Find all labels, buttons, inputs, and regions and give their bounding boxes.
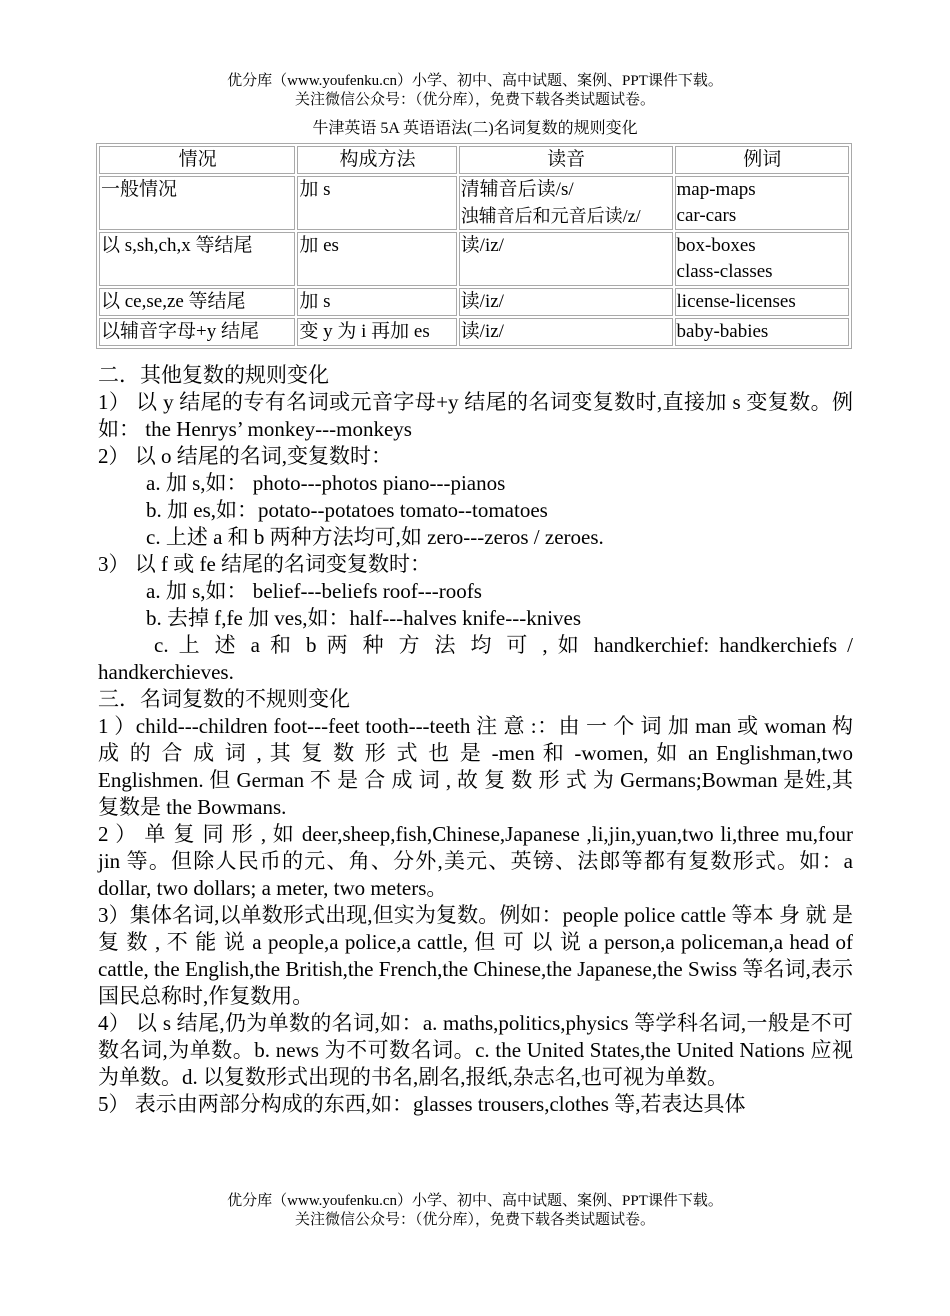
pronunciation-line: 浊辅音后和元音后读/z/ xyxy=(460,206,641,226)
cell-situation: 以 ce,se,ze 等结尾 xyxy=(99,288,295,316)
cell-pronunciation: 读/iz/ xyxy=(459,288,673,316)
document-body xyxy=(98,362,853,1118)
cell-examples: license-licenses xyxy=(675,288,849,316)
header-situation: 情况 xyxy=(99,146,295,174)
example-word: class-classes xyxy=(676,261,773,282)
paragraph: 1） 以 y 结尾的专有名词或元音字母+y 结尾的名词变复数时,直接加 s 变复数。例如： the Henrys’ monkey---monkeys xyxy=(98,390,853,441)
cell-situation: 以 s,sh,ch,x 等结尾 xyxy=(99,232,295,286)
cell-situation: 以辅音字母+y 结尾 xyxy=(99,318,295,346)
table-header-row xyxy=(99,146,849,174)
footer-line-2: 关注微信公众号：（优分库），免费下载各类试题试卷。 xyxy=(294,1212,655,1228)
document-title: 牛津英语 5A 英语语法(二)名词复数的规则变化 xyxy=(312,120,638,137)
header-examples: 例词 xyxy=(675,146,849,174)
paragraph: 3） 以 f 或 fe 结尾的名词变复数时： xyxy=(98,552,432,576)
cell-method: 变 y 为 i 再加 es xyxy=(297,318,456,346)
sub-item: a. 加 s,如： belief---beliefs roof---roofs xyxy=(146,579,482,603)
plural-rules-table xyxy=(96,143,852,349)
section-heading: 三．名词复数的不规则变化 xyxy=(98,687,350,711)
table-row xyxy=(99,176,849,230)
example-word: map-maps xyxy=(676,179,756,200)
paragraph: 2 ） 单 复 同 形 , 如 deer,sheep,fish,Chinese,Japanese ,li,jin,yuan,two li,three mu,four jin 等。但除人民币的元、角、分外,美元、英镑、法郎等都有复数形式。如：a dollar, two dollars; a meter, two meters。 xyxy=(98,822,853,900)
paragraph: 5） 表示由两部分构成的东西,如：glasses trousers,clothes 等,若表达具体 xyxy=(98,1092,746,1116)
table-row xyxy=(99,318,849,346)
sub-item: b. 加 es,如：potato--potatoes tomato--tomatoes xyxy=(146,498,548,522)
table-row xyxy=(99,232,849,286)
cell-examples xyxy=(675,176,849,230)
pronunciation-line: 清辅音后读/s/ xyxy=(460,179,574,200)
sub-item: a. 加 s,如： photo---photos piano---pianos xyxy=(146,471,506,495)
page-footer xyxy=(0,1192,950,1230)
paragraph: 2） 以 o 结尾的名词,变复数时： xyxy=(98,444,392,468)
cell-pronunciation: 读/iz/ xyxy=(459,232,673,286)
cell-examples: baby-babies xyxy=(675,318,849,346)
paragraph: 1 ）child---children foot---feet tooth---teeth 注 意 :：由 一 个 词 加 man 或 woman 构 成 的 合 成 词 , 其 复 数 形 式 也 是 -men 和 -women, 如 an Englishman,two Englishmen. 但 German 不 是 合 成 词 , 故 复 数 形 式 为 Germans;Bowman 是姓,其复数是 the Bowmans. xyxy=(98,714,853,819)
section-heading: 二．其他复数的规则变化 xyxy=(98,363,329,387)
paragraph: 4） 以 s 结尾,仍为单数的名词,如：a. maths,politics,physics 等学科名词,一般是不可数名词,为单数。b. news 为不可数名词。c. the United States,the United Nations 应视为单数。d. 以复数形式出现的书名,剧名,报纸,杂志名,也可视为单数。 xyxy=(98,1011,853,1089)
table-row xyxy=(99,288,849,316)
cell-pronunciation xyxy=(459,176,673,230)
header-line-2: 关注微信公众号：（优分库），免费下载各类试题试卷。 xyxy=(294,92,655,108)
sub-item: c. 上 述 a 和 b 两 种 方 法 均 可 , 如 handkerchief: handkerchiefs / handkerchieves. xyxy=(98,633,853,684)
example-word: car-cars xyxy=(676,205,737,226)
paragraph: 3）集体名词,以单数形式出现,但实为复数。例如：people police cattle 等本 身 就 是 复 数 , 不 能 说 a people,a police,a cattle, 但 可 以 说 a person,a policeman,a head of cattle, the English,the British,the French,the Chinese,the Japanese,the Swiss 等名词,表示国民总称时,作复数用。 xyxy=(98,903,854,1008)
cell-pronunciation: 读/iz/ xyxy=(459,318,673,346)
cell-method: 加 es xyxy=(297,232,456,286)
header-line-1: 优分库（www.youfenku.cn）小学、初中、高中试题、案例、PPT课件下载。 xyxy=(227,73,723,89)
cell-method: 加 s xyxy=(297,176,456,230)
sub-item: c. 上述 a 和 b 两种方法均可,如 zero---zeros / zeroes. xyxy=(146,525,604,549)
footer-line-1: 优分库（www.youfenku.cn）小学、初中、高中试题、案例、PPT课件下载。 xyxy=(227,1193,723,1209)
sub-item: b. 去掉 f,fe 加 ves,如：half---halves knife---knives xyxy=(146,606,582,630)
example-word: box-boxes xyxy=(676,235,756,256)
cell-examples xyxy=(675,232,849,286)
page-header xyxy=(0,72,950,110)
cell-situation: 一般情况 xyxy=(99,176,295,230)
header-method: 构成方法 xyxy=(297,146,456,174)
cell-method: 加 s xyxy=(297,288,456,316)
header-pronunciation: 读音 xyxy=(459,146,673,174)
